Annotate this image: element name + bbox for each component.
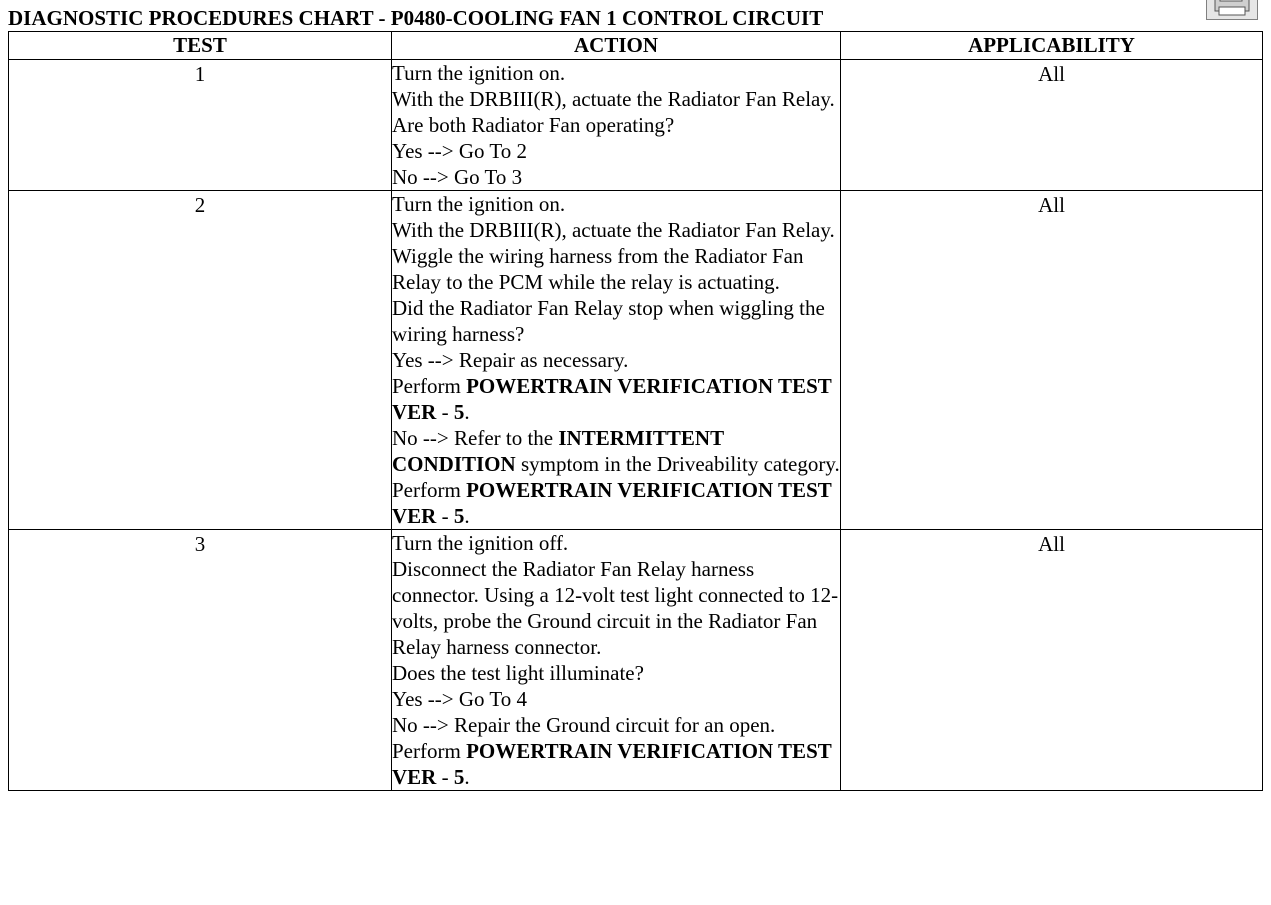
action-cell: [392, 191, 841, 530]
page-title: DIAGNOSTIC PROCEDURES CHART - P0480-COOLING FAN 1 CONTROL CIRCUIT: [8, 6, 824, 30]
test-number-cell: [9, 191, 392, 530]
action-text: Yes --> Go To 4: [392, 687, 528, 711]
action-text: -: [436, 400, 454, 424]
action-text: Perform: [392, 478, 467, 502]
action-line: [392, 86, 840, 112]
action-text-bold: 5: [453, 504, 465, 528]
applicability-value: All: [1038, 532, 1065, 556]
action-text: -: [436, 765, 454, 789]
column-header-action: ACTION: [392, 32, 841, 60]
action-cell: [392, 60, 841, 191]
action-text-bold: POWERTRAIN VERIFICATION TEST VER: [392, 739, 832, 789]
action-line: [392, 295, 840, 347]
action-text: .: [464, 400, 470, 424]
action-line: [392, 347, 840, 373]
printer-icon[interactable]: [1206, 0, 1258, 20]
action-line: [392, 477, 840, 529]
action-line: [392, 712, 840, 738]
action-text: Turn the ignition on.: [392, 61, 566, 85]
action-text: Disconnect the Radiator Fan Relay harness connector. Using a 12-volt test light connected to 12-volts, probe the Ground circuit in the Radiator Fan Relay harness connector.: [392, 557, 839, 659]
action-line: [392, 164, 840, 190]
action-line: [392, 556, 840, 660]
table-row: [9, 530, 1263, 791]
action-text: Did the Radiator Fan Relay stop when wiggling the wiring harness?: [392, 296, 825, 346]
action-text: With the DRBIII(R), actuate the Radiator Fan Relay.: [392, 87, 835, 111]
action-line: [392, 217, 840, 243]
action-text: Yes --> Repair as necessary.: [392, 348, 629, 372]
action-line: [392, 138, 840, 164]
action-line: [392, 738, 840, 790]
action-text: symptom in the Driveability category.: [515, 452, 840, 476]
test-number: 2: [194, 193, 206, 217]
applicability-value: All: [1038, 193, 1065, 217]
action-text: .: [464, 765, 470, 789]
test-number: 1: [194, 62, 206, 86]
table-row: [9, 60, 1263, 191]
action-text: Perform: [392, 374, 467, 398]
action-line: [392, 191, 840, 217]
action-text-bold: 5: [453, 400, 465, 424]
action-line: [392, 60, 840, 86]
action-text: Yes --> Go To 2: [392, 139, 528, 163]
applicability-cell: [841, 191, 1263, 530]
action-text: -: [436, 504, 454, 528]
action-line: [392, 686, 840, 712]
action-text: Turn the ignition on.: [392, 192, 566, 216]
action-text: Does the test light illuminate?: [392, 661, 644, 685]
column-header-applicability: APPLICABILITY: [841, 32, 1263, 60]
applicability-cell: [841, 530, 1263, 791]
test-number-cell: [9, 530, 392, 791]
action-text-bold: POWERTRAIN VERIFICATION TEST VER: [392, 478, 832, 528]
test-number-cell: [9, 60, 392, 191]
action-line: [392, 530, 840, 556]
diagnostic-chart-table: [8, 31, 1263, 791]
action-text: Wiggle the wiring harness from the Radiator Fan Relay to the PCM while the relay is actuating.: [392, 244, 804, 294]
action-line: [392, 660, 840, 686]
action-text: No --> Go To 3: [392, 165, 523, 189]
action-text: Perform: [392, 739, 467, 763]
action-text: Are both Radiator Fan operating?: [392, 113, 675, 137]
action-text: No --> Refer to the: [392, 426, 559, 450]
action-text-bold: INTERMITTENT CONDITION: [392, 426, 724, 476]
action-line: [392, 425, 840, 477]
action-line: [392, 243, 840, 295]
action-text: With the DRBIII(R), actuate the Radiator Fan Relay.: [392, 218, 835, 242]
applicability-value: All: [1038, 62, 1065, 86]
applicability-cell: [841, 60, 1263, 191]
action-text: Turn the ignition off.: [392, 531, 569, 555]
action-text: .: [464, 504, 470, 528]
table-header-row: [9, 32, 1263, 60]
action-line: [392, 112, 840, 138]
action-text-bold: 5: [453, 765, 465, 789]
action-text: No --> Repair the Ground circuit for an open.: [392, 713, 776, 737]
action-text-bold: POWERTRAIN VERIFICATION TEST VER: [392, 374, 832, 424]
action-line: [392, 373, 840, 425]
table-row: [9, 191, 1263, 530]
test-number: 3: [194, 532, 206, 556]
column-header-test: TEST: [9, 32, 392, 60]
action-cell: [392, 530, 841, 791]
